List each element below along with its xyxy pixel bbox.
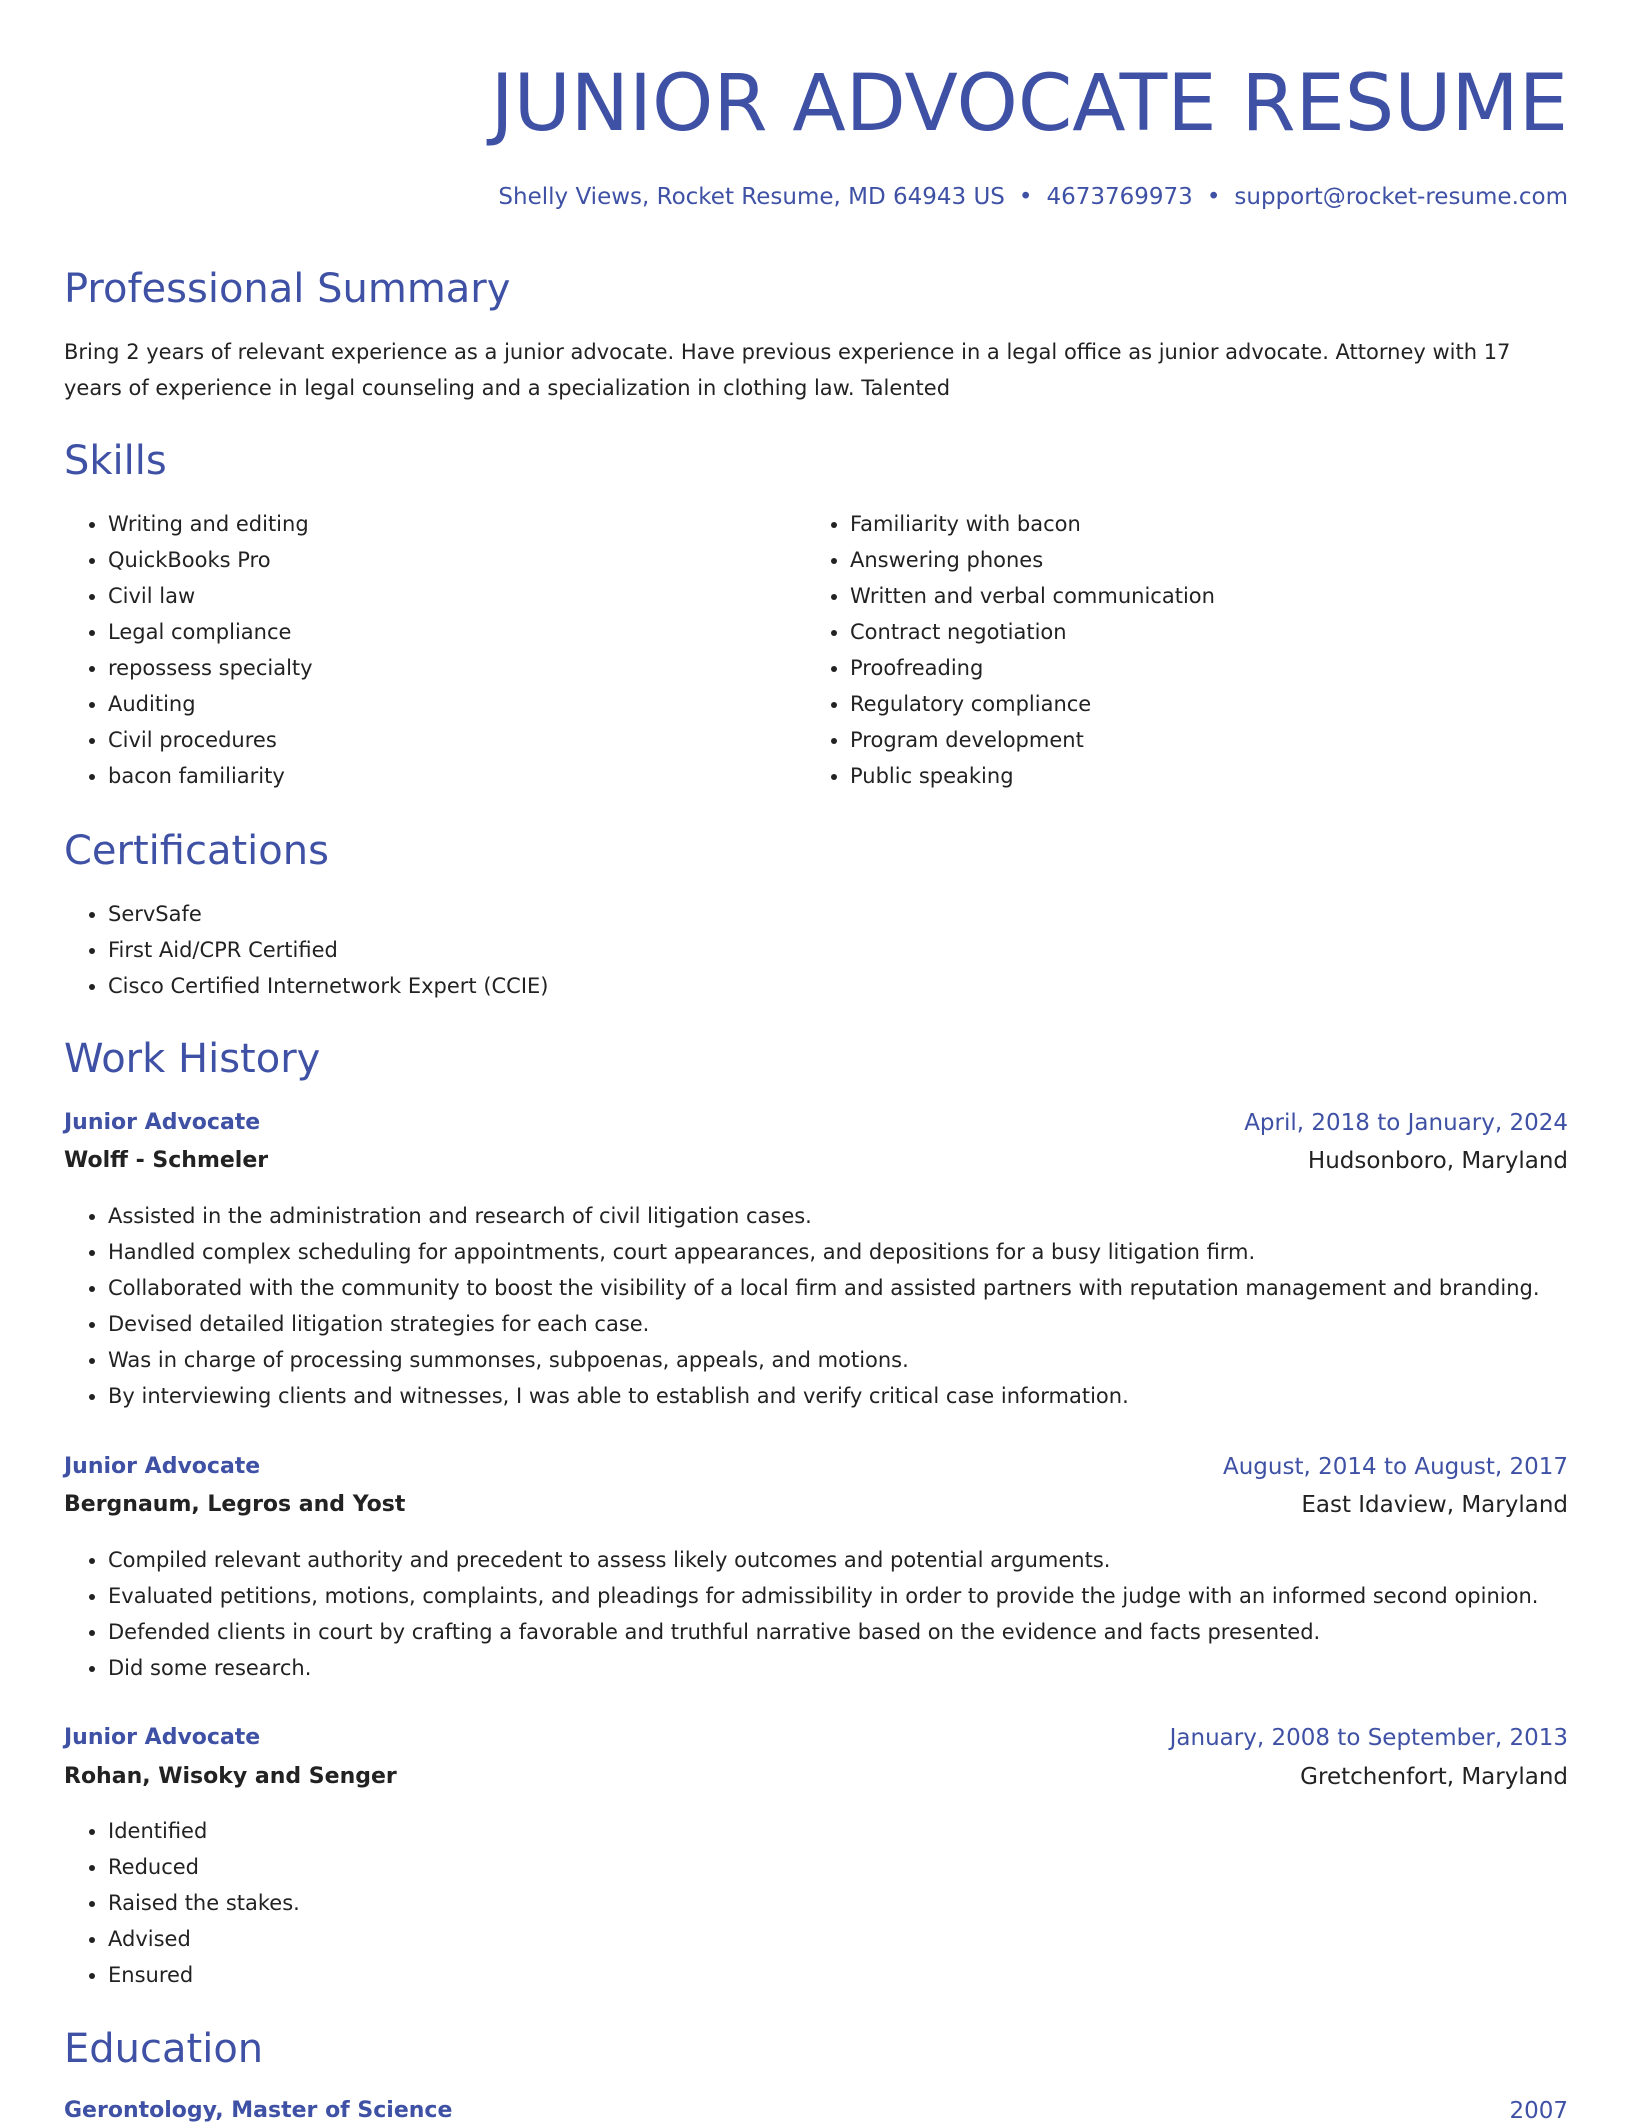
summary-text: Bring 2 years of relevant experience as a junior advocate. Have previous experience in a legal office as junior advocate. Attorney with 17 years of experience in legal counseling and a specialization in clothing law. Talented [64,340,1511,400]
job-bullet: • Was in charge of processing summonses, subpoenas, appeals, and motions. [108,1342,1540,1378]
skill-item: • bacon familiarity [108,758,313,794]
skill-item: • Civil law [108,578,313,614]
job-location: Hudsonboro, Maryland [1307,1148,1568,1174]
education-degree: Gerontology, Master of Science [64,2098,453,2123]
job-dates: August, 2014 to August, 2017 [1223,1454,1568,1480]
skill-item: • Regulatory compliance [850,686,1215,722]
job-bullet: • Evaluated petitions, motions, complaints, and pleadings for admissibility in order to provide the judge with an informed second opinion. [108,1578,1538,1614]
skill-item: • Public speaking [850,758,1215,794]
resume-title: JUNIOR ADVOCATE RESUME [490,59,1568,149]
skill-item: • Answering phones [850,542,1215,578]
job-company: Wolff - Schmeler [64,1148,269,1173]
job-bullet: • Assisted in the administration and research of civil litigation cases. [108,1198,1540,1234]
job-title: Junior Advocate [64,1725,261,1750]
skill-item: • Legal compliance [108,614,313,650]
skills-list-left [64,506,313,794]
contact-address: Shelly Views, Rocket Resume, MD 64943 US [498,184,1005,210]
skill-item: • Familiarity with bacon [850,506,1215,542]
skill-item: • Proofreading [850,650,1215,686]
job-company: Rohan, Wisoky and Senger [64,1764,397,1789]
certifications-list [64,896,549,1004]
job-bullet: • Collaborated with the community to boost the visibility of a local firm and assisted partners with reputation management and branding. [108,1270,1540,1306]
skill-item: • Contract negotiation [850,614,1215,650]
job-bullet: • Devised detailed litigation strategies for each case. [108,1306,1540,1342]
contact-separator: • [1018,184,1033,210]
job-bullets [64,1198,1540,1414]
job-bullet: • Identified [108,1813,300,1849]
job-bullet: • Ensured [108,1957,300,1993]
job-bullet: • Handled complex scheduling for appointments, court appearances, and depositions for a busy litigation firm. [108,1234,1540,1270]
skill-item: • Auditing [108,686,313,722]
job-bullet: • Compiled relevant authority and precedent to assess likely outcomes and potential arguments. [108,1542,1538,1578]
job-title: Junior Advocate [64,1454,261,1479]
skill-item: • Written and verbal communication [850,578,1215,614]
skill-item: • Civil procedures [108,722,313,758]
job-bullet: • Raised the stakes. [108,1885,300,1921]
skill-item: • Writing and editing [108,506,313,542]
skill-item: • repossess specialty [108,650,313,686]
certifications-heading: Certifications [64,828,329,874]
education-year: 2007 [1509,2098,1568,2124]
skill-item: • Program development [850,722,1215,758]
job-dates: January, 2008 to September, 2013 [1169,1725,1568,1751]
job-company: Bergnaum, Legros and Yost [64,1492,406,1517]
skills-list-right [806,506,1215,794]
job-bullet: • Defended clients in court by crafting a favorable and truthful narrative based on the evidence and facts presented. [108,1614,1538,1650]
job-bullet: • By interviewing clients and witnesses, I was able to establish and verify critical case information. [108,1378,1540,1414]
contact-phone: 4673769973 [1046,184,1193,210]
education-heading: Education [64,2026,264,2072]
job-dates: April, 2018 to January, 2024 [1244,1110,1568,1136]
summary-heading: Professional Summary [64,266,511,312]
contact-email[interactable]: support@rocket-resume.com [1234,184,1568,210]
job-bullet: • Reduced [108,1849,300,1885]
certification-item: • First Aid/CPR Certified [108,932,549,968]
certification-item: • ServSafe [108,896,549,932]
job-bullets [64,1542,1538,1686]
job-location: Gretchenfort, Maryland [1300,1764,1568,1790]
contact-separator: • [1206,184,1221,210]
certification-item: • Cisco Certified Internetwork Expert (CCIE) [108,968,549,1004]
job-bullets [64,1813,300,1993]
skill-item: • QuickBooks Pro [108,542,313,578]
skills-heading: Skills [64,438,167,484]
job-bullet: • Advised [108,1921,300,1957]
job-bullet: • Did some research. [108,1650,1538,1686]
job-location: East Idaview, Maryland [1301,1492,1568,1518]
job-title: Junior Advocate [64,1110,261,1135]
work-history-heading: Work History [64,1036,321,1082]
contact-line [498,180,1568,214]
